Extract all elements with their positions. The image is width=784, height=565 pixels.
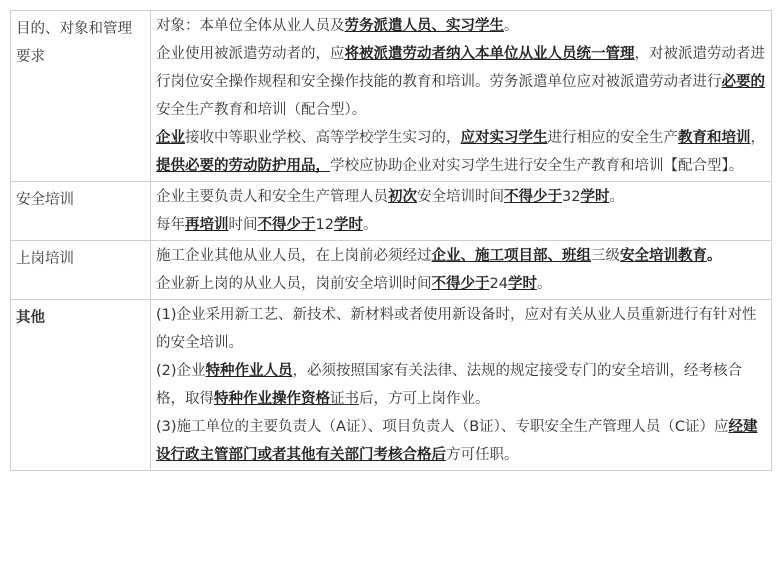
row-content [151, 182, 772, 241]
paragraph: 企业主要负责人和安全生产管理人员初次安全培训时间不得少于32学时。 [156, 189, 624, 205]
row-content [151, 241, 772, 300]
safety-training-table [10, 10, 772, 471]
table-row [11, 11, 772, 182]
row-label: 安全培训 [11, 182, 151, 241]
paragraph: 施工企业其他从业人员，在上岗前必须经过企业、施工项目部、班组三级安全培训教育。 [156, 248, 722, 264]
paragraph: 企业接收中等职业学校、高等学校学生实习的，应对实习学生进行相应的安全生产教育和培训，提供必要的劳动防护用品，学校应协助企业对实习学生进行安全生产教育和培训【配合型】。 [156, 130, 765, 174]
row-label: 目的、对象和管理要求 [11, 11, 151, 182]
row-label: 上岗培训 [11, 241, 151, 300]
table-row [11, 300, 772, 471]
paragraph: 企业使用被派遣劳动者的，应将被派遣劳动者纳入本单位从业人员统一管理，对被派遣劳动者进行岗位安全操作规程和安全操作技能的教育和培训。劳务派遣单位应对被派遣劳动者进行必要的安全生产教育和培训（配合型）。 [156, 46, 765, 118]
paragraph: (2)企业特种作业人员，必须按照国家有关法律、法规的规定接受专门的安全培训，经考核合格，取得特种作业操作资格证书后，方可上岗作业。 [156, 363, 743, 407]
table-row [11, 241, 772, 300]
table-row [11, 182, 772, 241]
row-label: 其他 [11, 300, 151, 471]
paragraph: 企业新上岗的从业人员，岗前安全培训时间不得少于24学时。 [156, 276, 552, 292]
paragraph: 对象：本单位全体从业人员及劳务派遣人员、实习学生。 [156, 18, 519, 34]
row-content [151, 300, 772, 471]
paragraph: 每年再培训时间不得少于12学时。 [156, 217, 378, 233]
row-content [151, 11, 772, 182]
paragraph: (3)施工单位的主要负责人（A证）、项目负责人（B证）、专职安全生产管理人员（C证）应经建设行政主管部门或者其他有关部门考核合格后方可任职。 [156, 419, 758, 463]
paragraph: (1)企业采用新工艺、新技术、新材料或者使用新设备时，应对有关从业人员重新进行有针对性的安全培训。 [156, 307, 757, 351]
